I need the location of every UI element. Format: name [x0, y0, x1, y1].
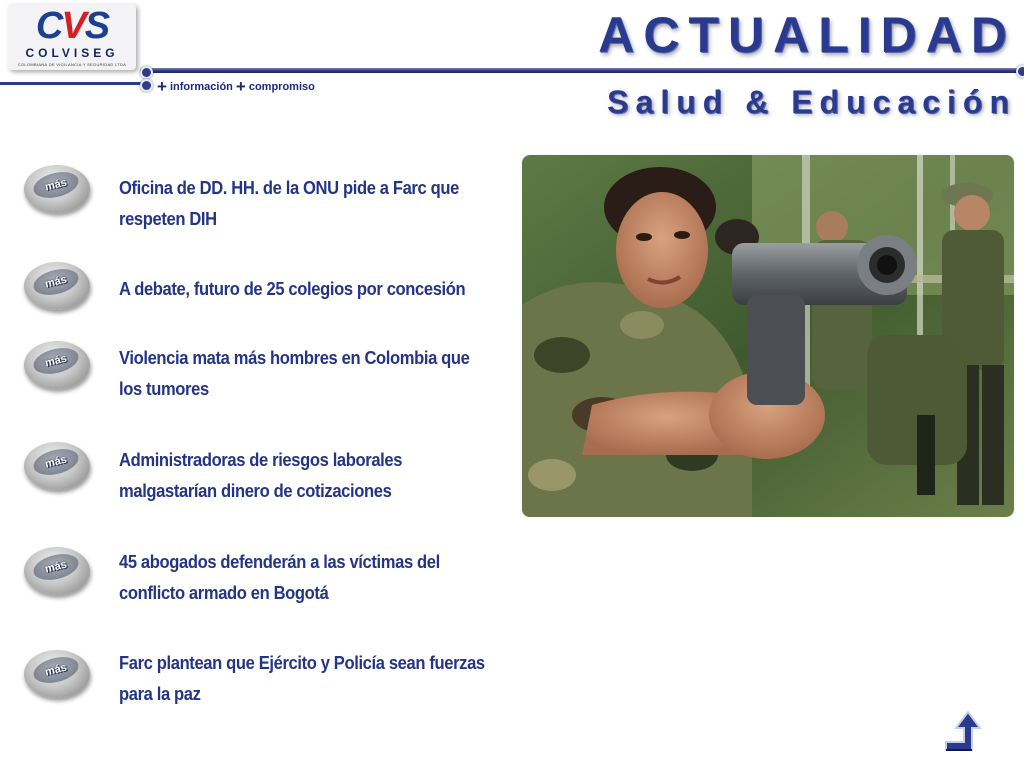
news-headline-link[interactable]: Administradoras de riesgos laborales malgastarían dinero de cotizaciones: [119, 450, 403, 501]
logo-name: COLVISEG: [25, 46, 119, 60]
plus-icon: +: [157, 77, 167, 96]
more-button-label: más: [43, 558, 69, 576]
page-subtitle: Salud & Educación: [607, 84, 1016, 120]
tagline-informacion: información: [169, 81, 233, 93]
news-headline-link[interactable]: Farc plantean que Ejército y Policía sean fuerzas para la paz: [119, 653, 485, 704]
news-headline-link[interactable]: A debate, futuro de 25 colegios por concesión: [119, 279, 466, 299]
more-button[interactable]: [24, 547, 90, 595]
return-arrow-icon[interactable]: [938, 706, 990, 758]
more-button-label: más: [43, 352, 69, 370]
divider-dot: [1016, 65, 1024, 78]
plus-icon: +: [235, 77, 246, 96]
more-button[interactable]: [24, 341, 90, 389]
more-button[interactable]: [24, 165, 90, 213]
news-photo-illustration: [522, 155, 1014, 517]
more-button-label: más: [43, 176, 69, 194]
tagline-compromiso: compromiso: [248, 81, 315, 93]
more-button[interactable]: [24, 442, 90, 490]
company-logo: [8, 4, 136, 70]
logo-subtitle: COLOMBIANA DE VIGILANCIA Y SEGURIDAD LTDA: [17, 62, 127, 67]
header-divider: [140, 68, 1024, 73]
header-rail: [0, 82, 150, 85]
more-button[interactable]: [24, 650, 90, 698]
more-button-label: más: [43, 453, 69, 471]
news-headline-link[interactable]: Violencia mata más hombres en Colombia que los tumores: [119, 348, 470, 399]
more-button-label: más: [43, 661, 69, 679]
divider-dot: [140, 79, 153, 92]
news-headline-link[interactable]: 45 abogados defenderán a las víctimas del conflicto armado en Bogotá: [119, 552, 440, 603]
news-photo: [522, 155, 1014, 517]
tagline: [157, 78, 315, 96]
logo-mark: C V S: [35, 5, 109, 47]
page-title: ACTUALIDAD: [598, 7, 1016, 63]
more-button[interactable]: [24, 262, 90, 310]
more-button-label: más: [43, 273, 69, 291]
news-headline-link[interactable]: Oficina de DD. HH. de la ONU pide a Farc que respeten DIH: [119, 178, 459, 229]
divider-dot: [140, 66, 153, 79]
